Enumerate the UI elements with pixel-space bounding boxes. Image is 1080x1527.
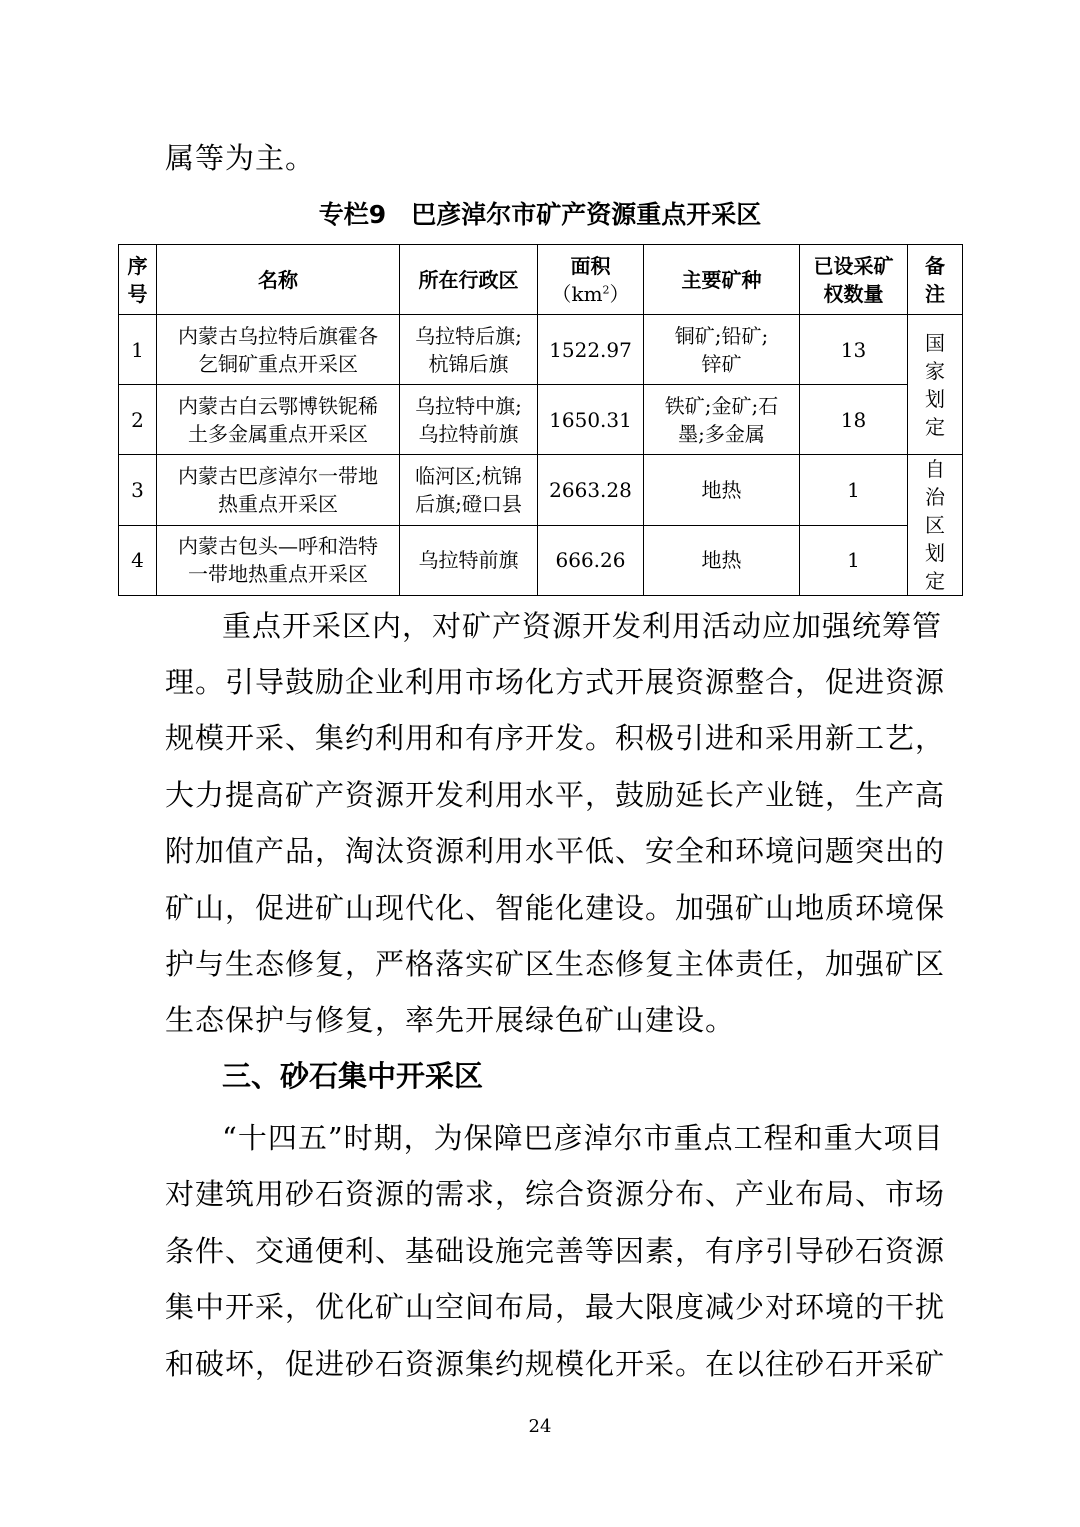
row-index: 3: [119, 455, 157, 526]
row-area: 666.26: [538, 525, 644, 596]
paragraph-line: 矿山，促进矿山现代化、智能化建设。加强矿山地质环境保: [165, 891, 946, 925]
row-index: 4: [119, 525, 157, 596]
header-area: [538, 245, 644, 315]
row-rights: 1: [800, 455, 908, 526]
paragraph-line: 集中开采，优化矿山空间布局，最大限度减少对环境的干扰: [165, 1290, 946, 1324]
table-row: [119, 385, 963, 455]
row-minerals: 铜矿;铅矿; 锌矿: [644, 315, 800, 385]
paragraph-line: 重点开采区内，对矿产资源开发利用活动应加强统筹管: [222, 609, 943, 643]
row-district: 临河区;杭锦 后旗;磴口县: [400, 455, 538, 526]
paragraph-line: 条件、交通便利、基础设施完善等因素，有序引导砂石资源: [165, 1234, 946, 1268]
table-row: [119, 455, 963, 526]
row-minerals: 地热: [644, 525, 800, 596]
paragraph-line: “十四五”时期，为保障巴彦淖尔市重点工程和重大项目: [222, 1121, 944, 1155]
header-area-label: 面积: [570, 253, 611, 278]
row-index: 2: [119, 385, 157, 455]
row-minerals: 铁矿;金矿;石 墨;多金属: [644, 385, 800, 455]
paragraph-line: 规模开采、集约利用和有序开发。积极引进和采用新工艺，: [165, 721, 946, 755]
row-name: 内蒙古包头—呼和浩特 一带地热重点开采区: [157, 525, 400, 596]
page-number: 24: [528, 1416, 552, 1437]
row-district: 乌拉特前旗: [400, 525, 538, 596]
row-district: 乌拉特中旗; 乌拉特前旗: [400, 385, 538, 455]
note-cell: 国家划定: [908, 315, 963, 455]
paragraph-line: 大力提高矿产资源开发利用水平，鼓励延长产业链，生产高: [165, 778, 946, 812]
table-row: [119, 315, 963, 385]
header-index: 序号: [119, 245, 157, 315]
table-header-row: [119, 245, 963, 315]
row-name: 内蒙古白云鄂博铁铌稀 土多金属重点开采区: [157, 385, 400, 455]
header-district: 所在行政区: [400, 245, 538, 315]
row-index: 1: [119, 315, 157, 385]
row-rights: 18: [800, 385, 908, 455]
header-area-unit: $(km^2)$: [551, 281, 630, 306]
row-minerals: 地热: [644, 455, 800, 526]
row-name: 内蒙古巴彦淖尔一带地 热重点开采区: [157, 455, 400, 526]
row-area: 1650.31: [538, 385, 644, 455]
paragraph-line: 护与生态修复，严格落实矿区生态修复主体责任，加强矿区: [165, 947, 946, 981]
paragraph-line: 对建筑用砂石资源的需求，综合资源分布、产业布局、市场: [165, 1177, 946, 1211]
paragraph-line: 生态保护与修复，率先开展绿色矿山建设。: [165, 1003, 736, 1037]
paragraph-line: 理。引导鼓励企业利用市场化方式开展资源整合，促进资源: [165, 665, 946, 699]
header-name: 名称: [157, 245, 400, 315]
intro-text-line: 属等为主。: [165, 141, 316, 175]
row-rights: 13: [800, 315, 908, 385]
table-title: 专栏9 巴彦淖尔市矿产资源重点开采区: [318, 200, 762, 229]
section-heading: 三、砂石集中开采区: [222, 1059, 484, 1093]
row-area: 2663.28: [538, 455, 644, 526]
table-row: [119, 525, 963, 596]
paragraph-line: 附加值产品，淘汰资源利用水平低、安全和环境问题突出的: [165, 834, 946, 868]
row-district: 乌拉特后旗; 杭锦后旗: [400, 315, 538, 385]
row-rights: 1: [800, 525, 908, 596]
row-area: 1522.97: [538, 315, 644, 385]
mining-zones-table: [118, 244, 963, 596]
note-cell: 自治区划定: [908, 455, 963, 596]
header-rights: 已设采矿权数量: [800, 245, 908, 315]
row-name: 内蒙古乌拉特后旗霍各 乞铜矿重点开采区: [157, 315, 400, 385]
header-minerals: 主要矿种: [644, 245, 800, 315]
header-note: 备注: [908, 245, 963, 315]
paragraph-line: 和破坏，促进砂石资源集约规模化开采。在以往砂石开采矿: [165, 1347, 946, 1381]
